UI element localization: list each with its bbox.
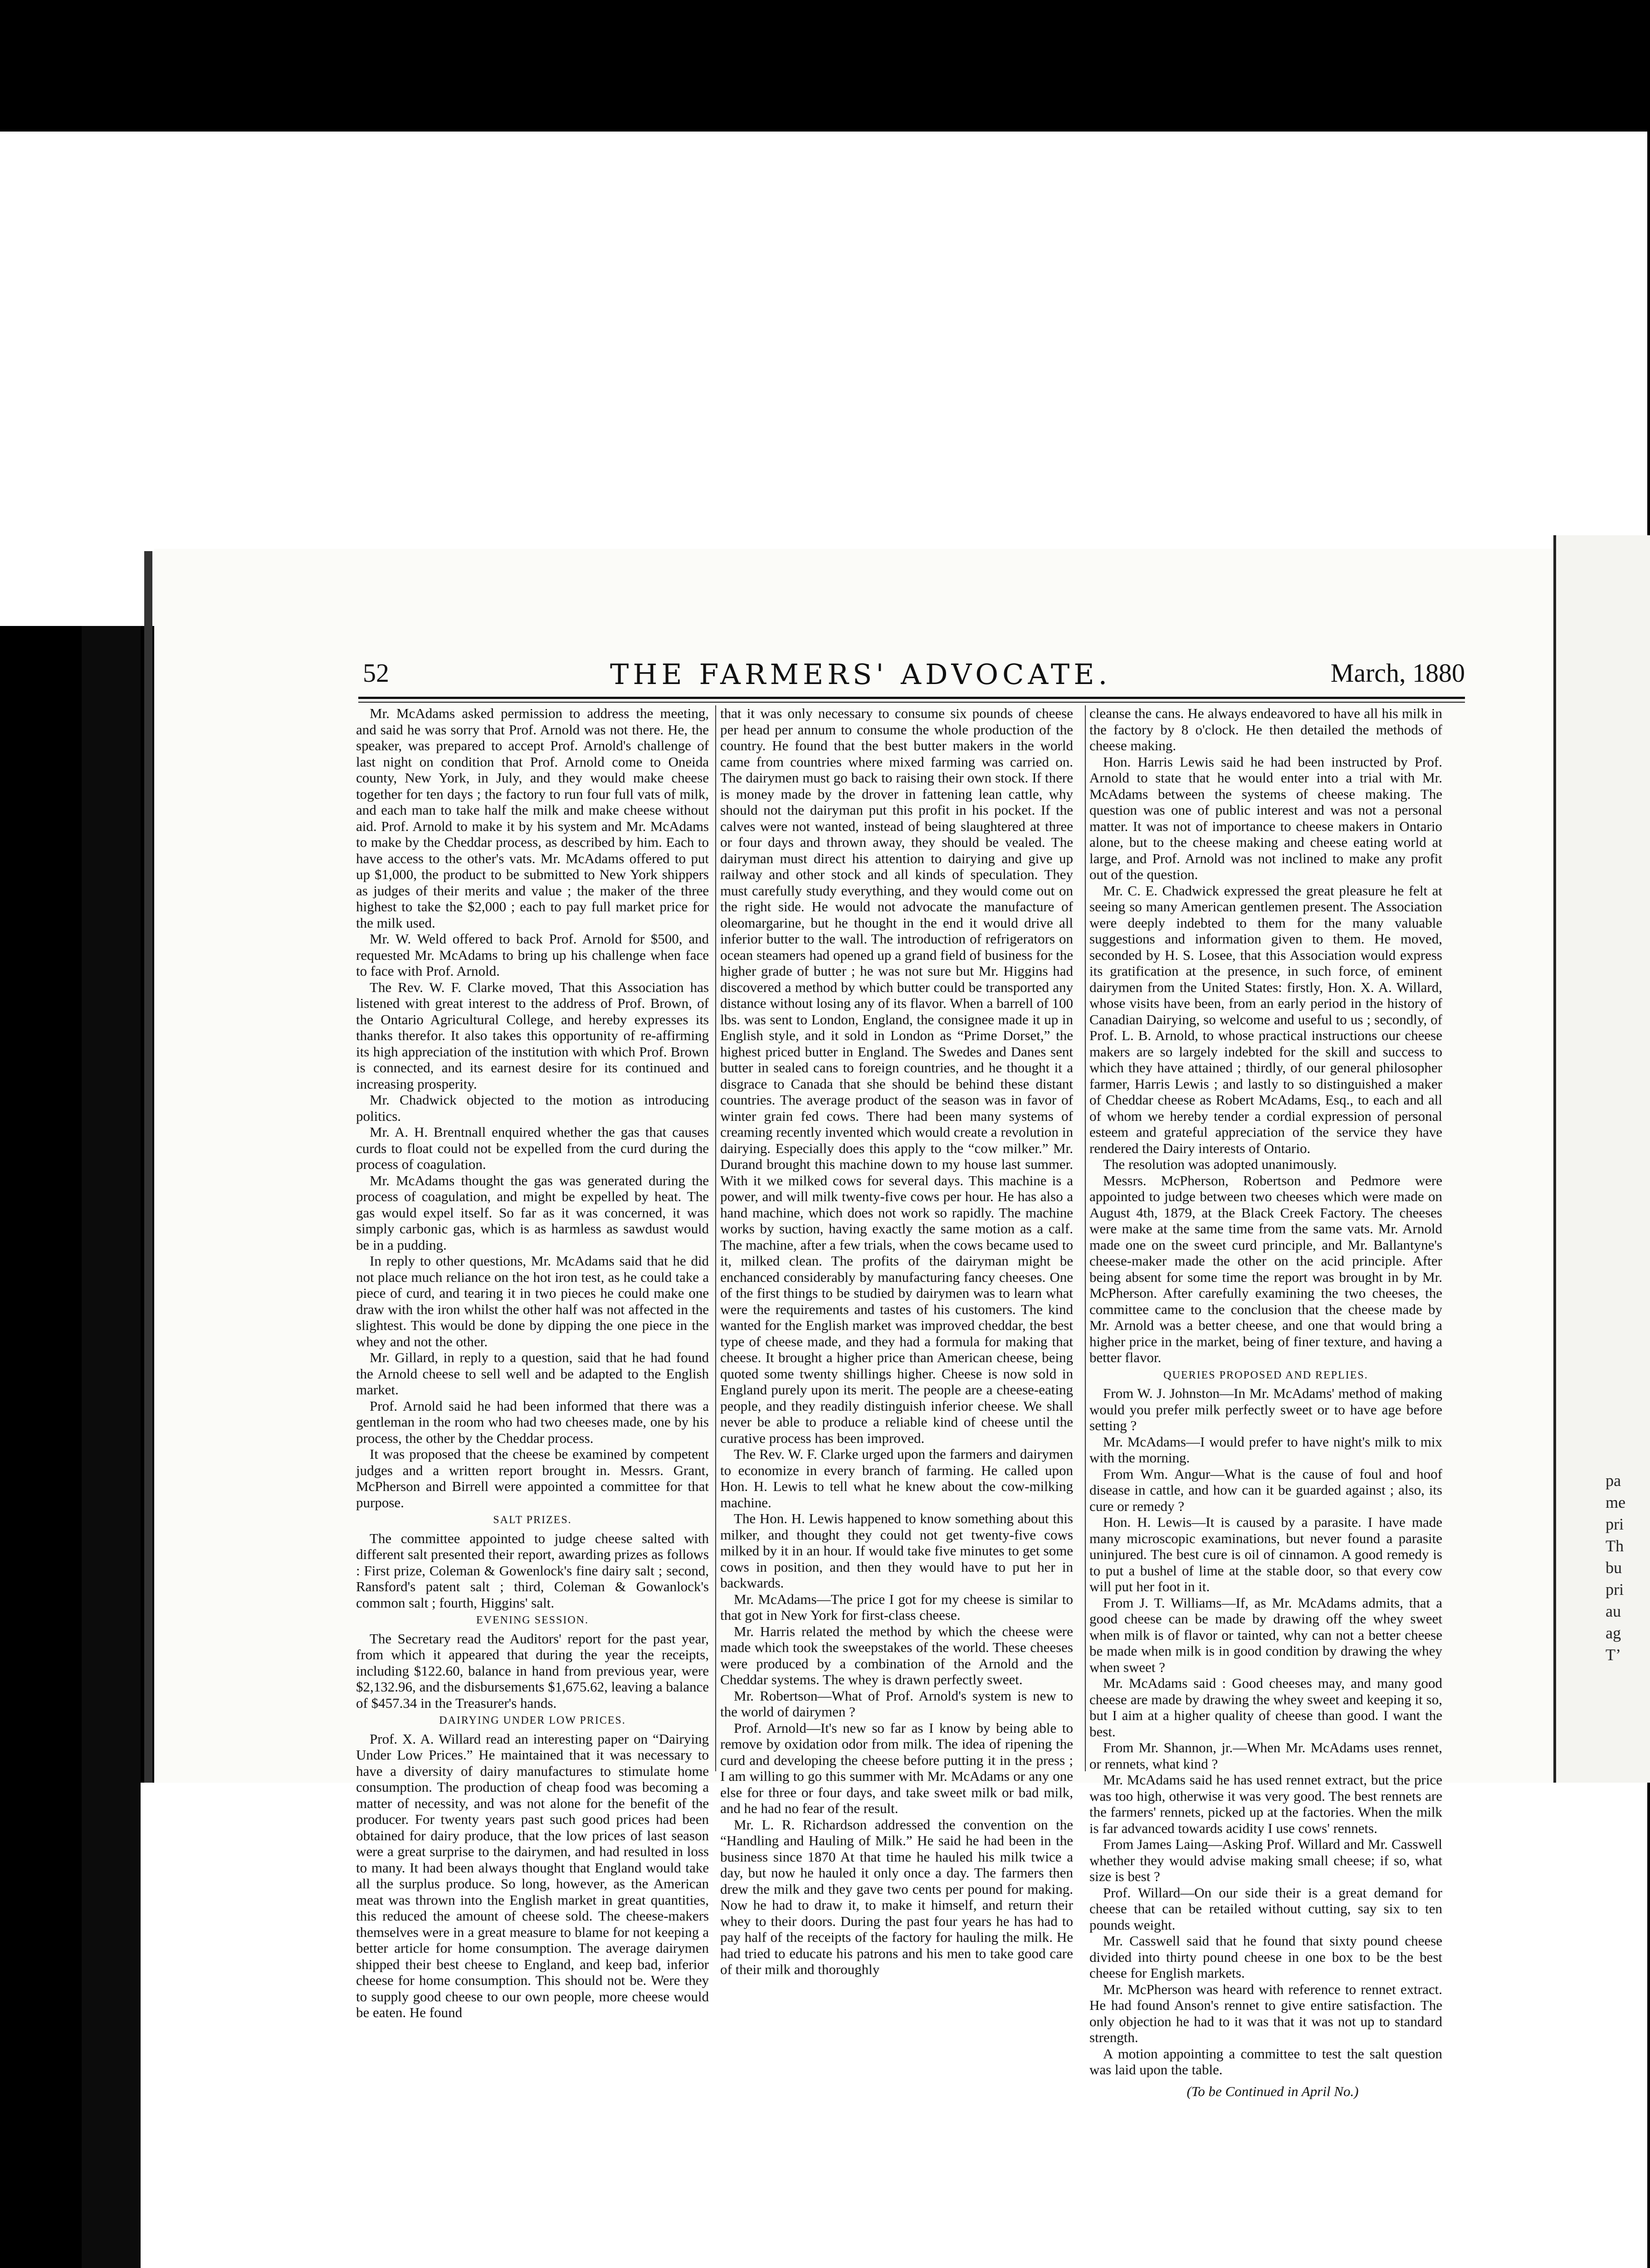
fragment-text: Th xyxy=(1606,1537,1624,1555)
section-heading: EVENING SESSION. xyxy=(476,1614,589,1626)
article-paragraph: In reply to other questions, Mr. McAdams said that he did not place much reliance on the hot iron test, as he could take a piece of curd, and tearing it in two pieces he could make one draw with the iron whilst the other half was not affected in the slightest. This would be done by dipping the one piece in the whey and not the other. xyxy=(356,1253,709,1349)
article-paragraph: The resolution was adopted unanimously. xyxy=(1103,1156,1337,1172)
continuation-note: (To be Continued in April No.) xyxy=(1186,2083,1359,2099)
article-paragraph: From J. T. Williams—If, as Mr. McAdams admits, that a good cheese can be made by drawing off the whey sweet when milk is of flavor or tainted, why can not a better cheese be made when milk is in good condition by drawing the whey when sweet ? xyxy=(1089,1594,1442,1675)
article-column-1 xyxy=(356,705,709,2020)
article-paragraph: cleanse the cans. He always endeavored to have all his milk in the factory by 8 o'clock. He then detailed the methods of cheese making. xyxy=(1089,705,1442,753)
article-paragraph: Mr. McAdams asked permission to address the meeting, and said he was sorry that Prof. Arnold was not there. He, the speaker, was prepared to accept Prof. Arnold's challenge of last night on condition that Prof. Arnold come to Oneida county, New York, in July, and they would make cheese together for ten days ; the factory to run four full vats of milk, and each man to take half the milk and make cheese without aid. Prof. Arnold to make it by his system and Mr. McAdams to make by the Cheddar process, as described by him. Each to have access to the other's vats. Mr. McAdams offered to put up $1,000, the product to be submitted to New York shippers as judges of their merits and value ; the maker of the three highest to take the $2,000 ; each to pay full market price for the milk used. xyxy=(356,705,709,931)
fragment-text: bu xyxy=(1606,1559,1622,1577)
article-paragraph: Prof. X. A. Willard read an interesting paper on “Dairying Under Low Prices.” He maintained that it was necessary to have a diversity of dairy manufactures to stimulate home consumption. The production of cheap food was becoming a matter of necessity, and was not alone for the benefit of the producer. For twenty years past such good prices had been obtained for dairy produce, that the low prices of last season were a great surprise to the dairymen, and had resulted in loss to many. It had been always thought that England would take all the surplus produce. So long, however, as the American meat was thrown into the English market in great quantities, this reduced the amount of cheese sold. The cheese-makers themselves were in a great measure to blame for not keeping a better article for home consumption. The average dairymen shipped their best cheese to England, and keep bad, inferior cheese for home consumption. This should not be. Were they to supply good cheese to our own people, more cheese would be eaten. He found xyxy=(356,1730,709,2020)
article-paragraph: The Rev. W. F. Clarke urged upon the farmers and dairymen to economize in every branch of farming. He called upon Hon. H. Lewis to tell what he knew about the cow-milking machine. xyxy=(720,1446,1073,1510)
article-paragraph: The Secretary read the Auditors' report for the past year, from which it appeared that during the year the receipts, including $122.60, balance in hand from previous year, were $2,132.96, and the disbursements $1,675.62, leaving a balance of $457.34 in the Treasurer's hands. xyxy=(356,1630,709,1711)
page-number: 52 xyxy=(363,658,389,688)
article-paragraph: Mr. C. E. Chadwick expressed the great pleasure he felt at seeing so many American gentlemen present. The Association were deeply indebted to them for the many valuable suggestions and information given to them. He moved, seconded by H. S. Losee, that this Association would express its gratification at the presence, in such force, of eminent dairymen from the United States: firstly, Hon. X. A. Willard, whose visits have been, from an early period in the history of Canadian Dairying, so welcome and useful to us ; secondly, of Prof. L. B. Arnold, to whose practical instructions our cheese makers are so largely indebted for the skill and success to which they have attained ; thirdly, of our general philosopher farmer, Harris Lewis ; and lastly to so distinguished a maker of Cheddar cheese as Robert McAdams, Esq., to each and all of whom we hereby tender a cordial expression of personal esteem and grateful appreciation of the service they have rendered the Dairy interests of Ontario. xyxy=(1089,882,1442,1156)
article-paragraph: Mr. McAdams—I would prefer to have night's milk to mix with the morning. xyxy=(1089,1433,1442,1466)
article-paragraph: Prof. Arnold said he had been informed that there was a gentleman in the room who had two cheeses made, one by his process, the other by the Cheddar process. xyxy=(356,1398,709,1446)
column-divider xyxy=(715,705,716,1771)
article-paragraph: Mr. McAdams said he has used rennet extract, but the price was too high, otherwise it was very good. The best rennets are the farmers' rennets, picked up at the factories. When the milk is far advanced towards acidity I use cows' rennets. xyxy=(1089,1772,1442,1836)
fragment-text: pri xyxy=(1606,1515,1624,1533)
article-paragraph: Mr. McAdams—The price I got for my cheese is similar to that got in New York for first-class cheese. xyxy=(720,1591,1073,1623)
fragment-text: au xyxy=(1606,1602,1621,1620)
article-paragraph: Mr. Gillard, in reply to a question, said that he had found the Arnold cheese to sell well and be adapted to the English market. xyxy=(356,1349,709,1398)
article-paragraph: Mr. McAdams thought the gas was generated during the process of coagulation, and might be expelled by heat. The gas would expel itself. So far as it was concerned, it was simply carbonic gas, which is as harmless as sawdust would be in a pudding. xyxy=(356,1172,709,1253)
header-rule-thick xyxy=(358,697,1465,699)
fragment-text: me xyxy=(1606,1493,1626,1511)
article-paragraph: Prof. Arnold—It's new so far as I know by being able to remove by oxidation odor from milk. The idea of ripening the curd and developing the cheese before putting it in the press ; I am willing to go this summer with Mr. McAdams or any one else for three or four days, and take sweet milk or bad milk, and he had no fear of the result. xyxy=(720,1720,1073,1816)
section-heading: DAIRYING UNDER LOW PRICES. xyxy=(439,1715,626,1726)
article-paragraph: Mr. Chadwick objected to the motion as introducing politics. xyxy=(356,1092,709,1124)
masthead-title: THE FARMERS' ADVOCATE. xyxy=(610,658,1112,691)
article-paragraph: A motion appointing a committee to test the salt question was laid upon the table. xyxy=(1089,2045,1442,2077)
article-paragraph: Mr. Casswell said that he found that sixty pound cheese divided into thirty pound cheese in one box to be the best cheese for English markets. xyxy=(1089,1933,1442,1981)
article-paragraph: From Mr. Shannon, jr.—When Mr. McAdams uses rennet, or rennets, what kind ? xyxy=(1089,1740,1442,1772)
article-paragraph: Hon. H. Lewis—It is caused by a parasite. I have made many microscopic examinations, but never found a parasite uninjured. The best cure is oil of cinnamon. A good remedy is to put a bushel of lime at the stable door, so that every cow will put her foot in it. xyxy=(1089,1514,1442,1594)
section-heading: QUERIES PROPOSED AND REPLIES. xyxy=(1163,1369,1368,1381)
article-paragraph: The committee appointed to judge cheese salted with different salt presented their report, awarding prizes as follows : First prize, Coleman & Gowenlock's fine dairy salt ; second, Ransford's patent salt ; third, Coleman & Gowanlock's common salt ; fourth, Higgins' salt. xyxy=(356,1530,709,1611)
article-paragraph: Mr. L. R. Richardson addressed the convention on the “Handling and Hauling of Milk.” He said he had been in the business since 1870 At that time he hauled his milk twice a day, but now he hauled it only once a day. The farmers then drew the milk and they gave two cents per pound for making. Now he had to draw it, to make it himself, and return their whey to their doors. During the past four years he has had to pay half of the receipts of the factory for hauling the milk. He had tried to educate his patrons and his men to take good care of their milk and thoroughly xyxy=(720,1816,1073,1977)
article-paragraph: Mr. McPherson was heard with reference to rennet extract. He had found Anson's rennet to give entire satisfaction. The only objection he had to it was that it was not up to standard strength. xyxy=(1089,1981,1442,2045)
article-paragraph: Mr. A. H. Brentnall enquired whether the gas that causes curds to float could not be expelled from the curd during the process of coagulation. xyxy=(356,1124,709,1172)
article-paragraph: that it was only necessary to consume six pounds of cheese per head per annum to consume the whole production of the country. He found that the best butter makers in the world came from countries where mixed farming was carried on. The dairymen must go back to raising their own stock. If there is money made by the drover in fattening lean cattle, why should not the dairyman put this profit in his pocket. If the calves were not wanted, instead of being slaughtered at three or four days and thrown away, they should be vealed. The dairyman must direct his attention to dairying and give up railway and other stock and all kinds of speculation. They must carefully study everything, and they would come out on the right side. He would not advocate the manufacture of oleomargarine, but he thought in the end it would drive all inferior butter to the wall. The introduction of refrigerators on ocean steamers had opened up a grand field of business for the higher grade of butter ; he was not sure but Mr. Higgins had discovered a method by which butter could be transported any distance without losing any of its flavor. When a barrell of 100 lbs. was sent to London, England, the consignee made it up in English style, and it sold in London as “Prime Dorset,” the highest priced butter in England. The Swedes and Danes sent butter in sealed cans to foreign countries, and he thought it a disgrace to Canada that she should be behind these distant countries. The average product of the season was in favor of winter grain fed cows. There had been many systems of creaming recently invented which would create a revolution in dairying. Especially does this apply to the “cow milker.” Mr. Durand brought this machine down to my house last summer. With it we milked cows for several days. This machine is a power, and will milk twenty-five cows per hour. He has also a hand machine, which does not work so rapidly. The machine works by suction, having exactly the same motion as a calf. The machine, after a few trials, when the cows became used to it, milked clean. The profits of the dairyman might be enchanced considerably by manufacturing fancy cheeses. One of the first things to be studied by dairymen was to learn what were the requirements and tastes of his customers. The kind wanted for the English market was improved cheddar, the best type of cheese made, and they had a formula for making that cheese. It brought a higher price than American cheese, being quoted some twenty shillings higher. Cheese is now sold in England purely upon its merit. The people are a cheese-eating people, and they readily distinguish inferior cheese. We shall never be able to produce a reliable kind of cheese until the curative process has been improved. xyxy=(720,705,1073,1446)
article-paragraph: From Wm. Angur—What is the cause of foul and hoof disease in cattle, and how can it be guarded against ; also, its cure or remedy ? xyxy=(1089,1466,1442,1514)
article-paragraph: Prof. Willard—On our side their is a great demand for cheese that can be retailed without cutting, say six to ten pounds weight. xyxy=(1089,1884,1442,1933)
fragment-text: pa xyxy=(1606,1471,1621,1490)
article-column-3 xyxy=(1089,705,1442,2099)
article-paragraph: Messrs. McPherson, Robertson and Pedmore were appointed to judge between two cheeses which were made on August 4th, 1879, at the Black Creek Factory. The cheeses were make at the same time from the same vats. Mr. Arnold made one on the sweet curd principle, and Mr. Ballantyne's cheese-maker made the other on the acid principle. After being absent for some time the report was brought in by Mr. McPherson. After carefully examining the two cheeses, the committee came to the conclusion that the cheese made by Mr. Arnold was a better cheese, and one that would bring a higher price in the market, being of finer texture, and having a better flavor. xyxy=(1089,1172,1442,1365)
column-divider xyxy=(1085,705,1086,1771)
section-heading: SALT PRIZES. xyxy=(493,1514,572,1526)
article-paragraph: Mr. McAdams said : Good cheeses may, and many good cheese are made by drawing the whey sweet and keeping it so, but I aim at a higher quality of cheese than good. I want the best. xyxy=(1089,1675,1442,1740)
article-paragraph: Mr. Robertson—What of Prof. Arnold's system is new to the world of dairymen ? xyxy=(720,1687,1073,1720)
issue-date: March, 1880 xyxy=(1330,658,1465,688)
article-paragraph: The Hon. H. Lewis happened to know something about this milker, and thought they could not get twenty-five cows milked by it in an hour. If would take five minutes to get some cows in position, and then they would have to put her in backwards. xyxy=(720,1510,1073,1591)
article-paragraph: Hon. Harris Lewis said he had been instructed by Prof. Arnold to state that he would enter into a trial with Mr. McAdams between the systems of cheese making. The question was one of public interest and was not a personal matter. It was not of importance to cheese makers in Ontario alone, but to the cheese making and cheese eating world at large, and Prof. Arnold was not inclined to make any profit out of the question. xyxy=(1089,753,1442,882)
fragment-text: T’ xyxy=(1606,1646,1621,1664)
fragment-text: ag xyxy=(1606,1624,1621,1642)
article-paragraph: Mr. W. Weld offered to back Prof. Arnold for $500, and requested Mr. McAdams to bring up his challenge when face to face with Prof. Arnold. xyxy=(356,931,709,979)
header-rule-thin xyxy=(358,702,1465,703)
article-paragraph: From James Laing—Asking Prof. Willard and Mr. Casswell whether they would advise making small cheese; if so, what size is best ? xyxy=(1089,1836,1442,1884)
fragment-text: pri xyxy=(1606,1580,1624,1598)
article-paragraph: It was proposed that the cheese be examined by competent judges and a written report brought in. Messrs. Grant, McPherson and Birrell were appointed a committee for that purpose. xyxy=(356,1446,709,1510)
book-binding xyxy=(82,626,141,2268)
article-paragraph: From W. J. Johnston—In Mr. McAdams' method of making would you prefer milk perfectly sweet or to have age before setting ? xyxy=(1089,1385,1442,1433)
article-paragraph: Mr. Harris related the method by which the cheese were made which took the sweepstakes of the world. These cheeses were produced by a combination of the Arnold and the Cheddar systems. The whey is drawn perfectly sweet. xyxy=(720,1623,1073,1687)
article-paragraph: The Rev. W. F. Clarke moved, That this Association has listened with great interest to the address of Prof. Brown, of the Ontario Agricultural College, and hereby expresses its thanks therefor. It also takes this opportunity of re-affirming its high appreciation of the institution with which Prof. Brown is connected, and its earnest desire for its continued and increasing prosperity. xyxy=(356,979,709,1092)
article-column-2 xyxy=(720,705,1073,1977)
facing-page-fragments xyxy=(1606,1470,1642,1666)
page-header xyxy=(363,658,1465,694)
